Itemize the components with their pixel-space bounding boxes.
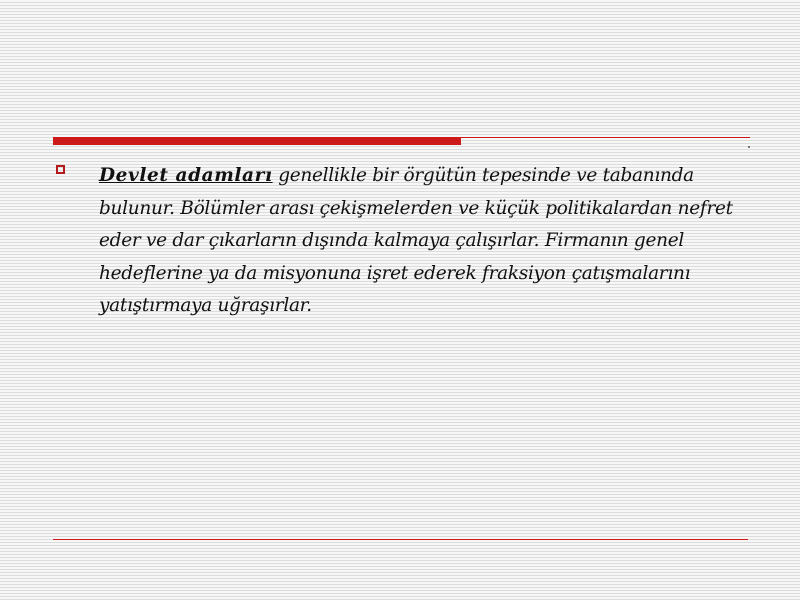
bullet-text: genellikle bir örgütün tepesinde ve tabanında bulunur. Bölümler arası çekişmelerden ve küçük politikalardan nefret eder ve dar çıkarların dışında kalmaya çalışırlar. Firmanın genel hedeflerine ya da misyonuna işret ederek fraksiyon çatışmalarını yatıştırmaya uğraşırlar. [99,165,733,316]
bullet-term: Devlet adamları [99,165,273,186]
title-accent-tick [748,146,750,148]
footer-rule [53,539,748,540]
bullet-paragraph [99,160,739,323]
title-accent-line [461,137,750,138]
title-accent-bar [53,137,461,145]
hollow-square-bullet-icon [56,165,65,174]
